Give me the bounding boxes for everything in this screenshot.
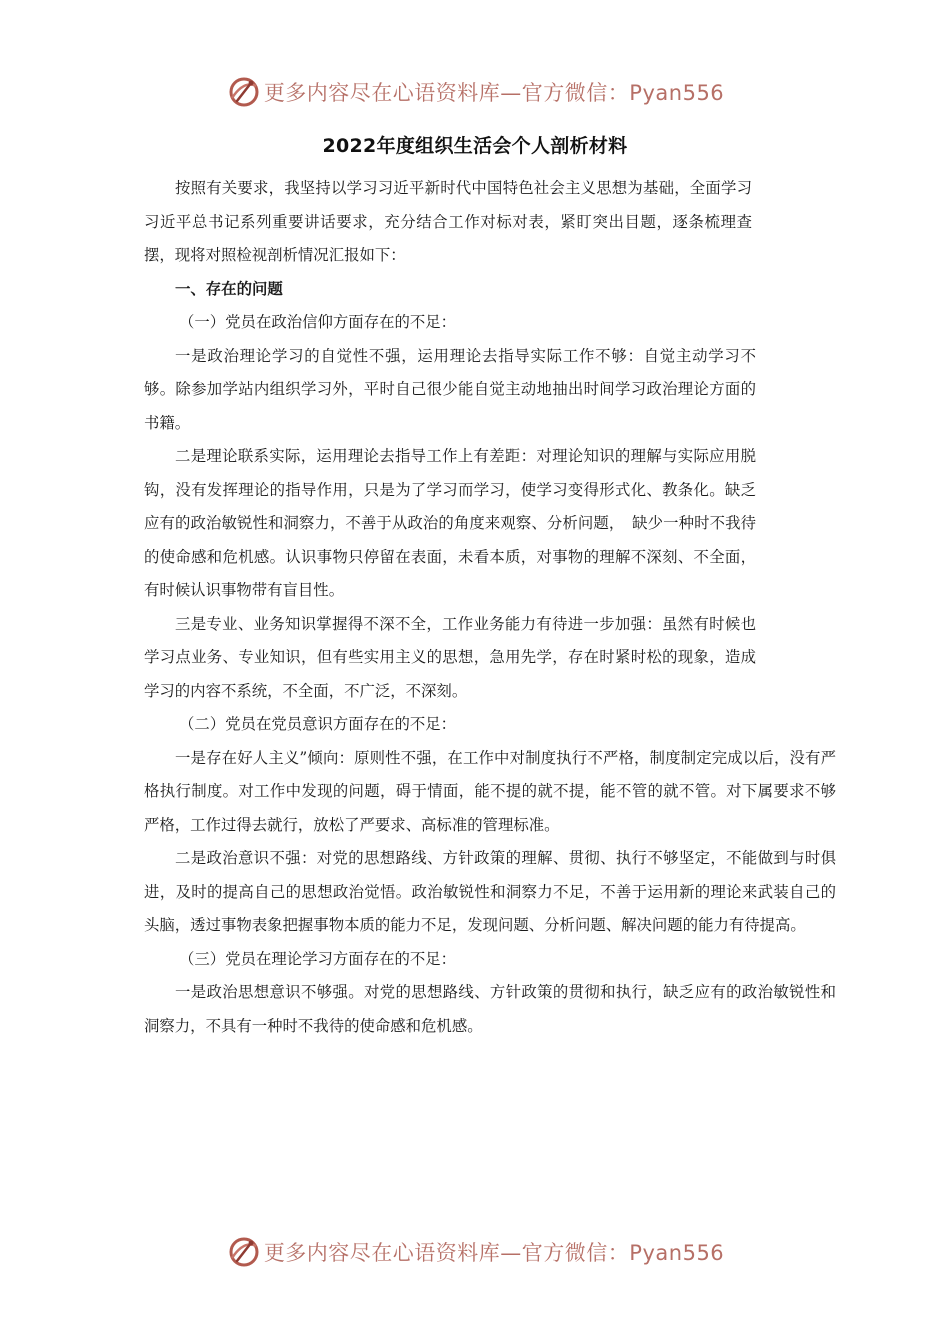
- banner-text: 更多内容尽在心语资料库—官方微信：Pyan556: [263, 1241, 725, 1265]
- section-heading-problems: 一、存在的问题: [175, 279, 283, 298]
- subsection-heading-political-belief: （一）党员在政治信仰方面存在的不足：: [179, 313, 457, 331]
- banner-text: 更多内容尽在心语资料库—官方微信：Pyan556: [263, 81, 725, 105]
- paragraph-theory-practice: 二是理论联系实际，运用理论去指导工作上有差距：对理论知识的理解与实际应用脱钩，没有发挥理论的指导作用，只是为了学习而学习，使学习变得形式化、教条化。缺乏应有的政治敏锐性和洞察力，不善于从政治的角度来观察、分析问题， 缺少一种时不我待的使命感和危机感。认识事物只停留在表面，未看本质，对事物的理解不深刻、不全面，有时候认识事物带有盲目性。: [144, 447, 756, 599]
- document-body: [144, 172, 836, 1043]
- library-logo-icon: [226, 1234, 262, 1270]
- document-title: 2022年度组织生活会个人剖析材料: [322, 135, 628, 157]
- paragraph-professional-knowledge: 三是专业、业务知识掌握得不深不全，工作业务能力有待进一步加强：虽然有时候也学习点业务、专业知识，但有些实用主义的思想，急用先学，存在时紧时松的现象，造成学习的内容不系统，不全面，不广泛，不深刻。: [144, 614, 756, 700]
- library-logo-icon: [226, 74, 262, 110]
- paragraph-political-awareness: 二是政治意识不强：对党的思想路线、方针政策的理解、贯彻、执行不够坚定，不能做到与时俱进，及时的提高自己的思想政治觉悟。政治敏锐性和洞察力不足，不善于运用新的理论来武装自己的头脑，透过事物表象把握事物本质的能力不足，发现问题、分析问题、解决问题的能力有待提高。: [144, 849, 836, 934]
- header-watermark-banner: [0, 72, 950, 112]
- subsection-heading-party-awareness: （二）党员在党员意识方面存在的不足：: [179, 715, 457, 733]
- subsection-heading-theory-learning: （三）党员在理论学习方面存在的不足：: [179, 949, 457, 968]
- intro-paragraph: 按照有关要求，我坚持以学习习近平新时代中国特色社会主义思想为基础，全面学习习近平总书记系列重要讲话要求，充分结合工作对标对表，紧盯突出目题，逐条梳理查摆，现将对照检视剖析情况汇报如下：: [144, 179, 752, 264]
- footer-watermark-banner: [0, 1232, 950, 1272]
- paragraph-theory-study: 一是政治理论学习的自觉性不强，运用理论去指导实际工作不够：自觉主动学习不够。除参加学站内组织学习外，平时自己很少能自觉主动地抽出时间学习政治理论方面的书籍。: [144, 346, 756, 432]
- paragraph-political-thought: 一是政治思想意识不够强。对党的思想路线、方针政策的贯彻和执行，缺乏应有的政治敏锐性和洞察力，不具有一种时不我待的使命感和危机感。: [144, 983, 836, 1035]
- paragraph-good-guy-tendency: 一是存在好人主义”倾向：原则性不强，在工作中对制度执行不严格，制度制定完成以后，没有严格执行制度。对工作中发现的问题，碍于情面，能不提的就不提，能不管的就不管。对下属要求不够严格，工作过得去就行，放松了严要求、高标准的管理标准。: [144, 748, 836, 834]
